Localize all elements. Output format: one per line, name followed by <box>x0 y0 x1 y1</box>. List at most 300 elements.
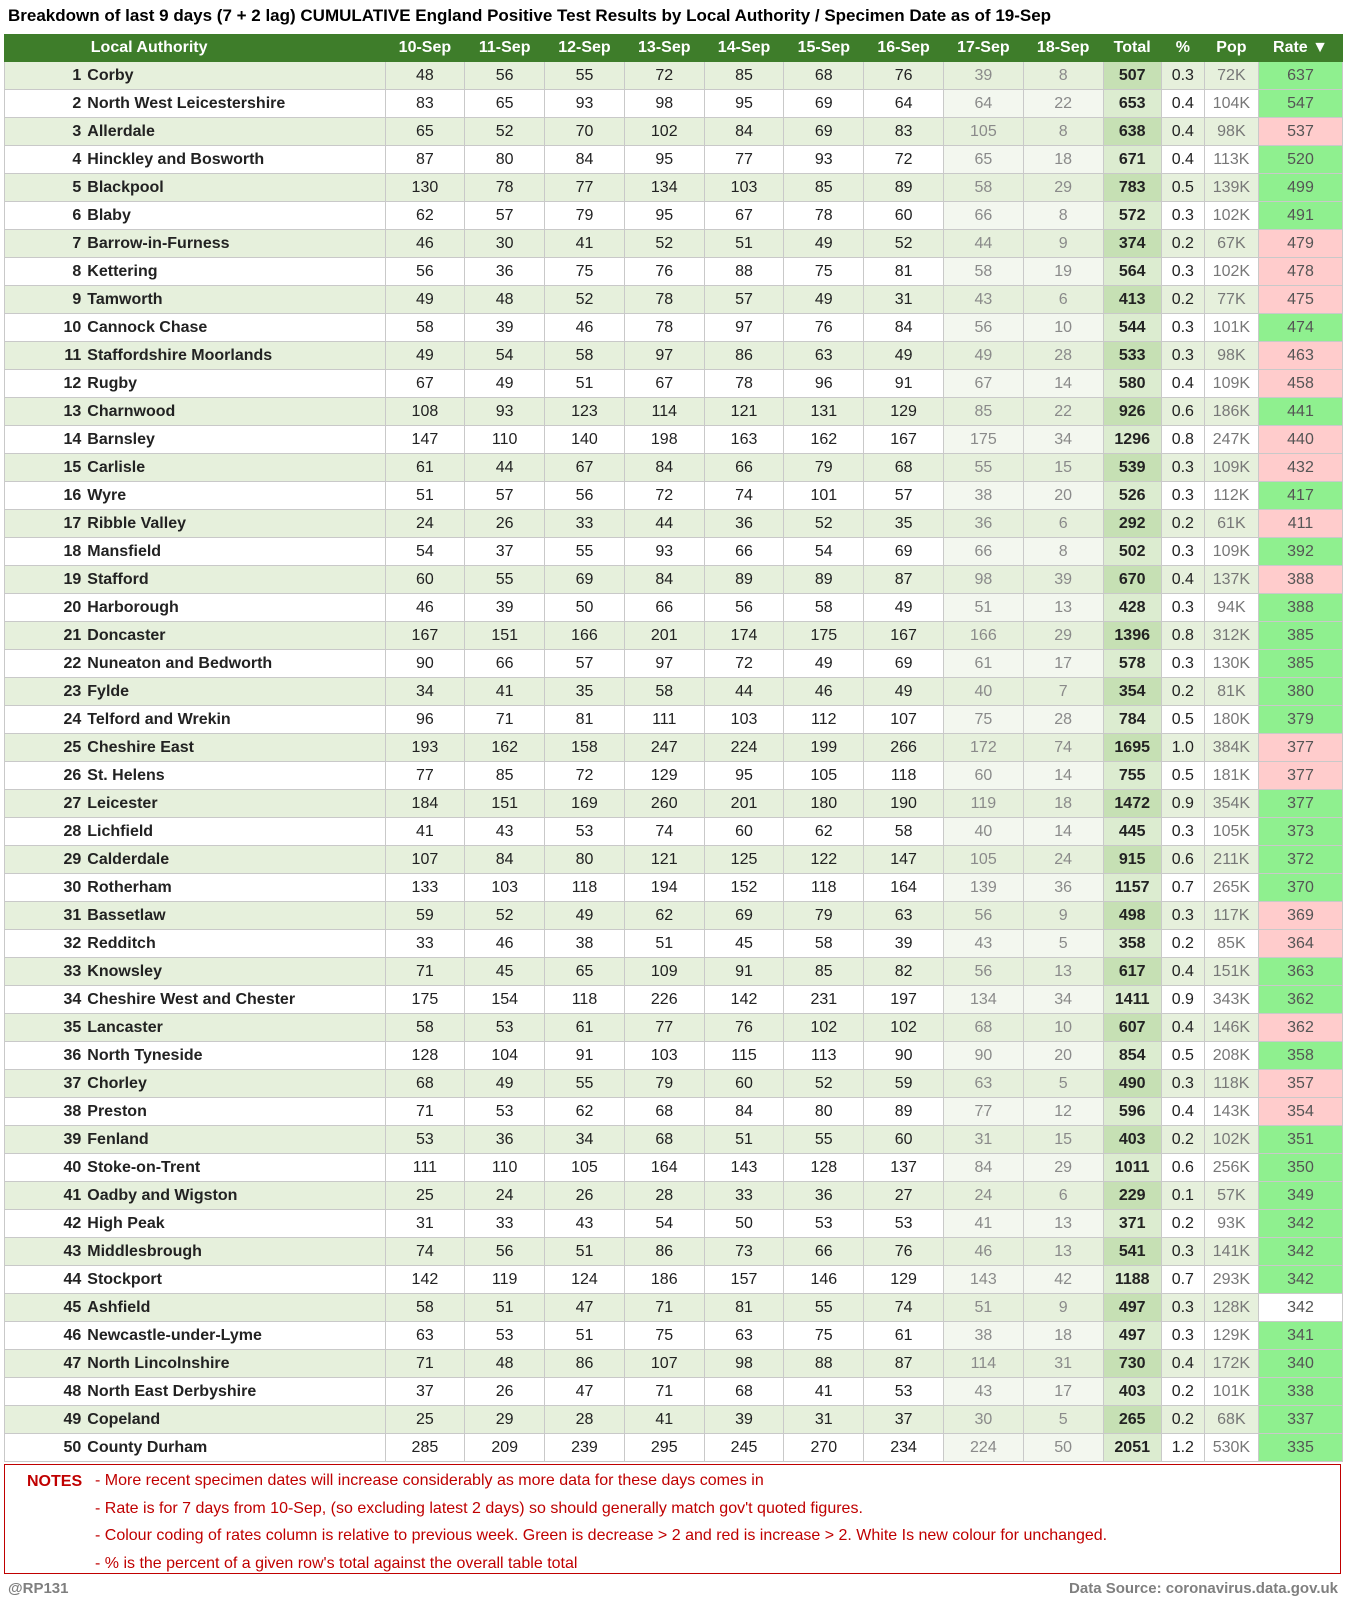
day-cell: 72 <box>624 482 704 510</box>
day-cell: 74 <box>704 482 784 510</box>
day-cell: 56 <box>704 594 784 622</box>
rate-cell: 358 <box>1259 1042 1343 1070</box>
day-cell: 49 <box>465 1070 545 1098</box>
lag-day-cell: 55 <box>943 454 1023 482</box>
lag-day-cell: 43 <box>943 930 1023 958</box>
day-cell: 39 <box>465 594 545 622</box>
population-cell: 354K <box>1204 790 1258 818</box>
local-authority-cell: Barrow-in-Furness <box>84 230 385 258</box>
day-cell: 60 <box>864 202 944 230</box>
day-cell: 58 <box>385 1294 465 1322</box>
rank-cell: 41 <box>5 1182 85 1210</box>
percent-cell: 0.3 <box>1161 62 1204 90</box>
day-cell: 53 <box>465 1322 545 1350</box>
population-cell: 141K <box>1204 1238 1258 1266</box>
day-cell: 26 <box>465 510 545 538</box>
local-authority-cell: Rotherham <box>84 874 385 902</box>
lag-day-cell: 43 <box>943 1378 1023 1406</box>
day-cell: 77 <box>624 1014 704 1042</box>
header-percent[interactable]: % <box>1161 35 1204 62</box>
day-cell: 69 <box>704 902 784 930</box>
population-cell: 143K <box>1204 1098 1258 1126</box>
day-cell: 115 <box>704 1042 784 1070</box>
table-row <box>5 1154 1343 1182</box>
local-authority-cell: North Lincolnshire <box>84 1350 385 1378</box>
header-lag-day-2[interactable]: 18-Sep <box>1023 35 1103 62</box>
day-cell: 52 <box>784 1070 864 1098</box>
lag-day-cell: 10 <box>1023 1014 1103 1042</box>
day-cell: 175 <box>784 622 864 650</box>
day-cell: 114 <box>624 398 704 426</box>
percent-cell: 0.2 <box>1161 1378 1204 1406</box>
day-cell: 75 <box>784 1322 864 1350</box>
lag-day-cell: 9 <box>1023 230 1103 258</box>
day-cell: 78 <box>624 286 704 314</box>
author-credit: @RP131 <box>8 1580 69 1597</box>
local-authority-cell: Charnwood <box>84 398 385 426</box>
day-cell: 57 <box>864 482 944 510</box>
day-cell: 201 <box>704 790 784 818</box>
lag-day-cell: 172 <box>943 734 1023 762</box>
day-cell: 175 <box>385 986 465 1014</box>
local-authority-cell: Blaby <box>84 202 385 230</box>
day-cell: 68 <box>624 1126 704 1154</box>
local-authority-cell: High Peak <box>84 1210 385 1238</box>
rate-cell: 441 <box>1259 398 1343 426</box>
day-cell: 190 <box>864 790 944 818</box>
day-cell: 103 <box>465 874 545 902</box>
day-cell: 111 <box>624 706 704 734</box>
day-cell: 56 <box>465 62 545 90</box>
percent-cell: 1.2 <box>1161 1434 1204 1462</box>
percent-cell: 0.2 <box>1161 1126 1204 1154</box>
day-cell: 62 <box>624 902 704 930</box>
rank-cell: 14 <box>5 426 85 454</box>
lag-day-cell: 18 <box>1023 1322 1103 1350</box>
table-row <box>5 482 1343 510</box>
population-cell: 117K <box>1204 902 1258 930</box>
header-day-6[interactable]: 15-Sep <box>784 35 864 62</box>
day-cell: 103 <box>704 706 784 734</box>
table-row <box>5 650 1343 678</box>
rate-cell: 373 <box>1259 818 1343 846</box>
header-rate-sort[interactable]: Rate ▼ <box>1259 35 1343 62</box>
table-row <box>5 202 1343 230</box>
rank-cell: 11 <box>5 342 85 370</box>
rate-cell: 479 <box>1259 230 1343 258</box>
day-cell: 43 <box>545 1210 625 1238</box>
header-day-5[interactable]: 14-Sep <box>704 35 784 62</box>
day-cell: 36 <box>465 1126 545 1154</box>
day-cell: 74 <box>624 818 704 846</box>
population-cell: 128K <box>1204 1294 1258 1322</box>
lag-day-cell: 5 <box>1023 1070 1103 1098</box>
total-cell: 371 <box>1103 1210 1161 1238</box>
day-cell: 63 <box>784 342 864 370</box>
day-cell: 77 <box>385 762 465 790</box>
day-cell: 47 <box>545 1294 625 1322</box>
population-cell: 102K <box>1204 1126 1258 1154</box>
header-day-7[interactable]: 16-Sep <box>864 35 944 62</box>
day-cell: 97 <box>624 342 704 370</box>
lag-day-cell: 5 <box>1023 1406 1103 1434</box>
rank-cell: 33 <box>5 958 85 986</box>
day-cell: 78 <box>784 202 864 230</box>
total-cell: 358 <box>1103 930 1161 958</box>
day-cell: 46 <box>465 930 545 958</box>
day-cell: 49 <box>465 370 545 398</box>
population-cell: 102K <box>1204 258 1258 286</box>
day-cell: 86 <box>624 1238 704 1266</box>
rate-cell: 350 <box>1259 1154 1343 1182</box>
lag-day-cell: 34 <box>1023 426 1103 454</box>
day-cell: 31 <box>864 286 944 314</box>
local-authority-cell: Knowsley <box>84 958 385 986</box>
rank-cell: 30 <box>5 874 85 902</box>
day-cell: 121 <box>624 846 704 874</box>
lag-day-cell: 9 <box>1023 902 1103 930</box>
day-cell: 56 <box>465 1238 545 1266</box>
table-row <box>5 930 1343 958</box>
day-cell: 57 <box>704 286 784 314</box>
day-cell: 44 <box>465 454 545 482</box>
day-cell: 24 <box>385 510 465 538</box>
day-cell: 137 <box>864 1154 944 1182</box>
lag-day-cell: 49 <box>943 342 1023 370</box>
day-cell: 193 <box>385 734 465 762</box>
header-total[interactable]: Total <box>1103 35 1161 62</box>
day-cell: 91 <box>864 370 944 398</box>
lag-day-cell: 29 <box>1023 622 1103 650</box>
total-cell: 541 <box>1103 1238 1161 1266</box>
day-cell: 91 <box>545 1042 625 1070</box>
rank-cell: 49 <box>5 1406 85 1434</box>
local-authority-cell: Oadby and Wigston <box>84 1182 385 1210</box>
lag-day-cell: 15 <box>1023 1126 1103 1154</box>
total-cell: 926 <box>1103 398 1161 426</box>
lag-day-cell: 36 <box>1023 874 1103 902</box>
lag-day-cell: 14 <box>1023 370 1103 398</box>
population-cell: 57K <box>1204 1182 1258 1210</box>
total-cell: 428 <box>1103 594 1161 622</box>
day-cell: 102 <box>784 1014 864 1042</box>
table-body <box>5 62 1343 1462</box>
rate-cell: 537 <box>1259 118 1343 146</box>
day-cell: 69 <box>784 90 864 118</box>
day-cell: 270 <box>784 1434 864 1462</box>
day-cell: 63 <box>704 1322 784 1350</box>
day-cell: 76 <box>624 258 704 286</box>
rank-cell: 2 <box>5 90 85 118</box>
total-cell: 783 <box>1103 174 1161 202</box>
population-cell: 61K <box>1204 510 1258 538</box>
day-cell: 97 <box>624 650 704 678</box>
rank-cell: 15 <box>5 454 85 482</box>
lag-day-cell: 166 <box>943 622 1023 650</box>
rate-cell: 380 <box>1259 678 1343 706</box>
day-cell: 129 <box>864 398 944 426</box>
day-cell: 89 <box>784 566 864 594</box>
day-cell: 87 <box>864 1350 944 1378</box>
lag-day-cell: 10 <box>1023 314 1103 342</box>
population-cell: 180K <box>1204 706 1258 734</box>
day-cell: 55 <box>784 1126 864 1154</box>
table-row <box>5 1014 1343 1042</box>
day-cell: 95 <box>704 762 784 790</box>
day-cell: 197 <box>864 986 944 1014</box>
day-cell: 65 <box>385 118 465 146</box>
percent-cell: 0.3 <box>1161 1294 1204 1322</box>
day-cell: 260 <box>624 790 704 818</box>
day-cell: 53 <box>465 1014 545 1042</box>
day-cell: 38 <box>545 930 625 958</box>
day-cell: 143 <box>704 1154 784 1182</box>
population-cell: 101K <box>1204 314 1258 342</box>
day-cell: 151 <box>465 790 545 818</box>
day-cell: 81 <box>704 1294 784 1322</box>
rate-cell: 342 <box>1259 1238 1343 1266</box>
lag-day-cell: 31 <box>943 1126 1023 1154</box>
rank-cell: 32 <box>5 930 85 958</box>
lag-day-cell: 90 <box>943 1042 1023 1070</box>
day-cell: 89 <box>704 566 784 594</box>
day-cell: 76 <box>864 62 944 90</box>
day-cell: 46 <box>385 230 465 258</box>
percent-cell: 0.3 <box>1161 594 1204 622</box>
rank-cell: 21 <box>5 622 85 650</box>
day-cell: 123 <box>545 398 625 426</box>
population-cell: 105K <box>1204 818 1258 846</box>
day-cell: 53 <box>385 1126 465 1154</box>
table-row <box>5 62 1343 90</box>
table-row <box>5 426 1343 454</box>
percent-cell: 0.3 <box>1161 650 1204 678</box>
rate-cell: 385 <box>1259 650 1343 678</box>
total-cell: 578 <box>1103 650 1161 678</box>
day-cell: 52 <box>465 902 545 930</box>
day-cell: 41 <box>624 1406 704 1434</box>
day-cell: 49 <box>545 902 625 930</box>
day-cell: 54 <box>465 342 545 370</box>
day-cell: 158 <box>545 734 625 762</box>
day-cell: 54 <box>385 538 465 566</box>
percent-cell: 0.1 <box>1161 1182 1204 1210</box>
percent-cell: 0.8 <box>1161 426 1204 454</box>
lag-day-cell: 28 <box>1023 706 1103 734</box>
day-cell: 109 <box>624 958 704 986</box>
table-row <box>5 622 1343 650</box>
day-cell: 129 <box>624 762 704 790</box>
percent-cell: 0.5 <box>1161 706 1204 734</box>
table-row <box>5 1042 1343 1070</box>
lag-day-cell: 114 <box>943 1350 1023 1378</box>
day-cell: 56 <box>385 258 465 286</box>
day-cell: 89 <box>864 174 944 202</box>
local-authority-cell: Lancaster <box>84 1014 385 1042</box>
day-cell: 52 <box>624 230 704 258</box>
population-cell: 130K <box>1204 650 1258 678</box>
percent-cell: 0.3 <box>1161 1322 1204 1350</box>
total-cell: 498 <box>1103 902 1161 930</box>
rank-cell: 18 <box>5 538 85 566</box>
total-cell: 670 <box>1103 566 1161 594</box>
lag-day-cell: 31 <box>1023 1350 1103 1378</box>
day-cell: 86 <box>704 342 784 370</box>
day-cell: 57 <box>545 650 625 678</box>
day-cell: 60 <box>704 818 784 846</box>
percent-cell: 1.0 <box>1161 734 1204 762</box>
day-cell: 118 <box>864 762 944 790</box>
lag-day-cell: 224 <box>943 1434 1023 1462</box>
header-day-2[interactable]: 11-Sep <box>465 35 545 62</box>
rate-cell: 342 <box>1259 1266 1343 1294</box>
percent-cell: 0.2 <box>1161 930 1204 958</box>
lag-day-cell: 13 <box>1023 1238 1103 1266</box>
population-cell: 384K <box>1204 734 1258 762</box>
local-authority-cell: Calderdale <box>84 846 385 874</box>
rate-cell: 351 <box>1259 1126 1343 1154</box>
day-cell: 163 <box>704 426 784 454</box>
day-cell: 84 <box>545 146 625 174</box>
table-row <box>5 258 1343 286</box>
day-cell: 245 <box>704 1434 784 1462</box>
day-cell: 68 <box>784 62 864 90</box>
day-cell: 87 <box>864 566 944 594</box>
local-authority-cell: Copeland <box>84 1406 385 1434</box>
rate-cell: 499 <box>1259 174 1343 202</box>
day-cell: 30 <box>465 230 545 258</box>
percent-cell: 0.9 <box>1161 790 1204 818</box>
rate-cell: 335 <box>1259 1434 1343 1462</box>
day-cell: 124 <box>545 1266 625 1294</box>
day-cell: 29 <box>465 1406 545 1434</box>
day-cell: 66 <box>704 454 784 482</box>
day-cell: 72 <box>545 762 625 790</box>
day-cell: 133 <box>385 874 465 902</box>
day-cell: 103 <box>704 174 784 202</box>
percent-cell: 0.3 <box>1161 818 1204 846</box>
lag-day-cell: 13 <box>1023 594 1103 622</box>
day-cell: 33 <box>545 510 625 538</box>
day-cell: 71 <box>385 1350 465 1378</box>
day-cell: 84 <box>704 118 784 146</box>
percent-cell: 0.3 <box>1161 454 1204 482</box>
table-row <box>5 734 1343 762</box>
day-cell: 43 <box>465 818 545 846</box>
day-cell: 49 <box>784 650 864 678</box>
local-authority-cell: Middlesbrough <box>84 1238 385 1266</box>
day-cell: 83 <box>864 118 944 146</box>
population-cell: 343K <box>1204 986 1258 1014</box>
day-cell: 105 <box>784 762 864 790</box>
total-cell: 1695 <box>1103 734 1161 762</box>
day-cell: 167 <box>864 622 944 650</box>
day-cell: 167 <box>864 426 944 454</box>
lag-day-cell: 39 <box>1023 566 1103 594</box>
local-authority-cell: Chorley <box>84 1070 385 1098</box>
population-cell: 109K <box>1204 538 1258 566</box>
lag-day-cell: 18 <box>1023 146 1103 174</box>
note-item: - % is the percent of a given row's total against the overall table total <box>95 1554 578 1572</box>
lag-day-cell: 105 <box>943 118 1023 146</box>
lag-day-cell: 42 <box>1023 1266 1103 1294</box>
table-row <box>5 706 1343 734</box>
day-cell: 103 <box>624 1042 704 1070</box>
rank-cell: 45 <box>5 1294 85 1322</box>
rank-cell: 40 <box>5 1154 85 1182</box>
header-day-1[interactable]: 10-Sep <box>385 35 465 62</box>
day-cell: 51 <box>385 482 465 510</box>
day-cell: 164 <box>624 1154 704 1182</box>
day-cell: 58 <box>864 818 944 846</box>
percent-cell: 0.2 <box>1161 1406 1204 1434</box>
local-authority-cell: Fenland <box>84 1126 385 1154</box>
rank-cell: 31 <box>5 902 85 930</box>
day-cell: 174 <box>704 622 784 650</box>
lag-day-cell: 12 <box>1023 1098 1103 1126</box>
day-cell: 25 <box>385 1182 465 1210</box>
header-local-authority[interactable]: Local Authority <box>84 35 385 62</box>
table-row <box>5 1294 1343 1322</box>
header-day-3[interactable]: 12-Sep <box>545 35 625 62</box>
percent-cell: 0.3 <box>1161 314 1204 342</box>
lag-day-cell: 50 <box>1023 1434 1103 1462</box>
day-cell: 85 <box>784 958 864 986</box>
day-cell: 79 <box>784 902 864 930</box>
day-cell: 76 <box>864 1238 944 1266</box>
day-cell: 129 <box>864 1266 944 1294</box>
day-cell: 59 <box>385 902 465 930</box>
total-cell: 265 <box>1103 1406 1161 1434</box>
total-cell: 1411 <box>1103 986 1161 1014</box>
percent-cell: 0.6 <box>1161 1154 1204 1182</box>
percent-cell: 0.2 <box>1161 286 1204 314</box>
local-authority-cell: Ribble Valley <box>84 510 385 538</box>
day-cell: 226 <box>624 986 704 1014</box>
header-population[interactable]: Pop <box>1204 35 1258 62</box>
rate-cell: 388 <box>1259 594 1343 622</box>
day-cell: 71 <box>624 1378 704 1406</box>
day-cell: 108 <box>385 398 465 426</box>
population-cell: 118K <box>1204 1070 1258 1098</box>
rate-cell: 463 <box>1259 342 1343 370</box>
day-cell: 79 <box>784 454 864 482</box>
day-cell: 85 <box>704 62 784 90</box>
day-cell: 96 <box>385 706 465 734</box>
day-cell: 51 <box>545 370 625 398</box>
percent-cell: 0.2 <box>1161 230 1204 258</box>
header-lag-day-1[interactable]: 17-Sep <box>943 35 1023 62</box>
population-cell: 247K <box>1204 426 1258 454</box>
local-authority-cell: Stockport <box>84 1266 385 1294</box>
local-authority-cell: Blackpool <box>84 174 385 202</box>
percent-cell: 0.4 <box>1161 566 1204 594</box>
local-authority-cell: Tamworth <box>84 286 385 314</box>
header-day-4[interactable]: 13-Sep <box>624 35 704 62</box>
day-cell: 39 <box>465 314 545 342</box>
local-authority-cell: Nuneaton and Bedworth <box>84 650 385 678</box>
day-cell: 46 <box>385 594 465 622</box>
rank-cell: 24 <box>5 706 85 734</box>
local-authority-cell: Staffordshire Moorlands <box>84 342 385 370</box>
day-cell: 142 <box>704 986 784 1014</box>
day-cell: 69 <box>864 650 944 678</box>
day-cell: 50 <box>704 1210 784 1238</box>
table-row <box>5 1350 1343 1378</box>
day-cell: 53 <box>864 1210 944 1238</box>
day-cell: 83 <box>385 90 465 118</box>
lag-day-cell: 46 <box>943 1238 1023 1266</box>
